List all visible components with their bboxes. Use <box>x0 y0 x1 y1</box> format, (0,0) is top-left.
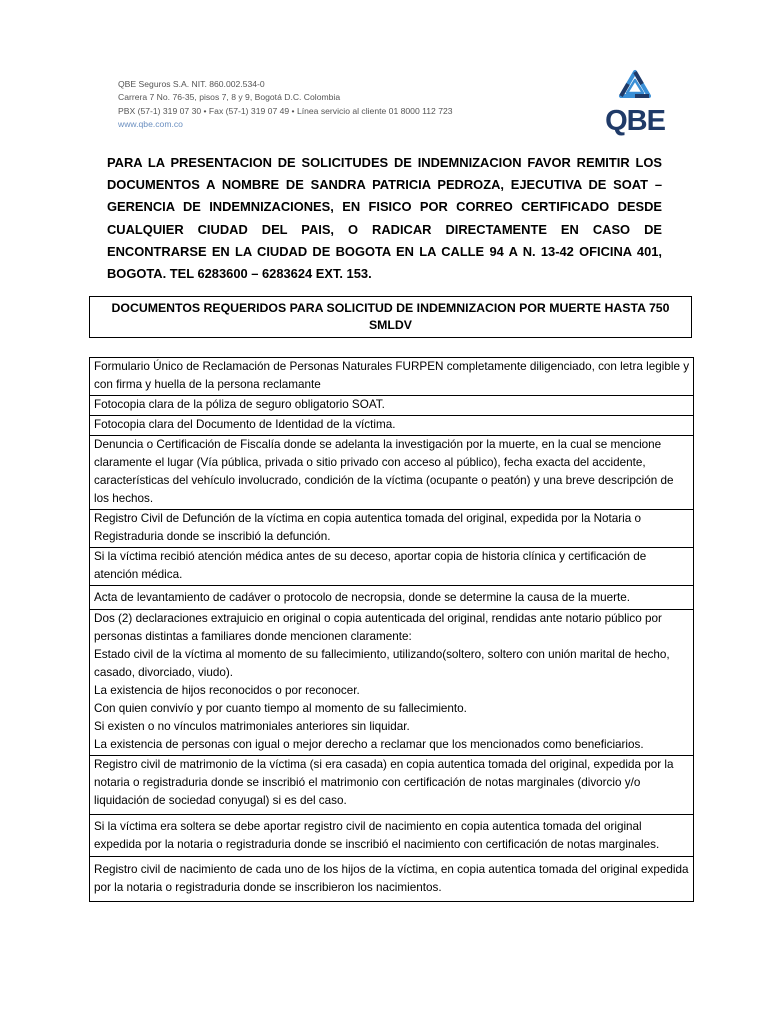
table-row <box>90 610 694 756</box>
requirement-cell: Fotocopia clara del Documento de Identidad de la víctima. <box>90 416 694 436</box>
company-info <box>118 78 453 132</box>
requirements-table <box>89 357 694 902</box>
table-row <box>90 436 694 510</box>
requirement-cell: Registro civil de nacimiento de cada uno de los hijos de la víctima, en copia autentica tomada del original expedida por la notaria o registraduria donde se inscribieron los nacimientos. <box>90 857 694 902</box>
requirement-cell: Acta de levantamiento de cadáver o protocolo de necropsia, donde se determine la causa de la muerte. <box>90 586 694 610</box>
declaration-item: Si existen o no vínculos matrimoniales anteriores sin liquidar. <box>94 720 410 733</box>
qbe-logo-icon <box>604 68 666 108</box>
requirement-cell: Formulario Único de Reclamación de Personas Naturales FURPEN completamente diligenciado, con letra legible y con firma y huella de la persona reclamante <box>90 358 694 396</box>
qbe-logo-text: QBE <box>605 105 665 137</box>
table-row <box>90 358 694 396</box>
declaration-item: La existencia de personas con igual o mejor derecho a reclamar que los mencionados como beneficiarios. <box>94 738 644 751</box>
declaration-item: Estado civil de la víctima al momento de su fallecimiento, utilizando(soltero, soltero con unión marital de hecho, casado, divorciado, viudo). <box>94 648 670 679</box>
declaration-item: Con quien convivío y por cuanto tiempo al momento de su fallecimiento. <box>94 702 467 715</box>
submission-instructions: PARA LA PRESENTACION DE SOLICITUDES DE INDEMNIZACION FAVOR REMITIR LOS DOCUMENTOS A NOMBRE DE SANDRA PATRICIA PEDROZA, EJECUTIVA DE SOAT – GERENCIA DE INDEMNIZACIONES, EN FISICO POR CORREO CERTIFICADO DESDE CUALQUIER CIUDAD DEL PAIS, O RADICAR DIRECTAMENTE EN CASO DE ENCONTRARSE EN LA CIUDAD DE BOGOTA EN LA CALLE 94 A N. 13-42 OFICINA 401, BOGOTA. TEL 6283600 – 6283624 EXT. 153. <box>107 155 662 282</box>
requirement-cell: Si la víctima recibió atención médica antes de su deceso, aportar copia de historia clínica y certificación de atención médica. <box>90 548 694 586</box>
table-row <box>90 396 694 416</box>
table-row <box>90 586 694 610</box>
declaration-intro: Dos (2) declaraciones extrajuicio en original o copia autenticada del original, rendidas ante notario público por personas distintas a familiares donde mencionen claramente: <box>94 612 662 643</box>
requirement-cell: Fotocopia clara de la póliza de seguro obligatorio SOAT. <box>90 396 694 416</box>
requirement-cell <box>90 610 694 756</box>
table-row <box>90 416 694 436</box>
company-address-line: Carrera 7 No. 76-35, pisos 7, 8 y 9, Bogotá D.C. Colombia <box>118 92 341 103</box>
company-phone-line: PBX (57-1) 319 07 30 • Fax (57-1) 319 07 49 • Línea servicio al cliente 01 8000 112 723 <box>118 105 453 116</box>
declaration-item: La existencia de hijos reconocidos o por reconocer. <box>94 684 360 697</box>
table-row <box>90 815 694 857</box>
company-name-line: QBE Seguros S.A. NIT. 860.002.534-0 <box>118 79 265 89</box>
table-row <box>90 857 694 902</box>
requirements-title: DOCUMENTOS REQUERIDOS PARA SOLICITUD DE INDEMNIZACION POR MUERTE HASTA 750 SMLDV <box>89 296 692 338</box>
requirement-cell: Registro civil de matrimonio de la víctima (si era casada) en copia autentica tomada del original, expedida por la notaria o registraduria donde se inscribió el matrimonio con certificación de notas marginales (divorcio y/o liquidación de sociedad conyugal) si es del caso. <box>90 756 694 815</box>
company-website[interactable]: www.qbe.com.co <box>118 119 183 130</box>
table-row <box>90 756 694 815</box>
qbe-logo <box>604 68 666 138</box>
requirement-cell: Denuncia o Certificación de Fiscalía donde se adelanta la investigación por la muerte, en la cual se mencione claramente el lugar (Vía pública, privada o sitio privado con acceso al público), fecha exacta del accidente, características del vehículo involucrado, condición de la víctima (ocupante o peatón) y una breve descripción de los hechos. <box>90 436 694 510</box>
table-row <box>90 548 694 586</box>
table-row <box>90 510 694 548</box>
requirement-cell: Si la víctima era soltera se debe aportar registro civil de nacimiento en copia autentica tomada del original expedida por la notaria o registraduria donde se inscribió el nacimiento con certificación de notas marginales. <box>90 815 694 857</box>
requirement-cell: Registro Civil de Defunción de la víctima en copia autentica tomada del original, expedida por la Notaria o Registraduria donde se inscribió la defunción. <box>90 510 694 548</box>
